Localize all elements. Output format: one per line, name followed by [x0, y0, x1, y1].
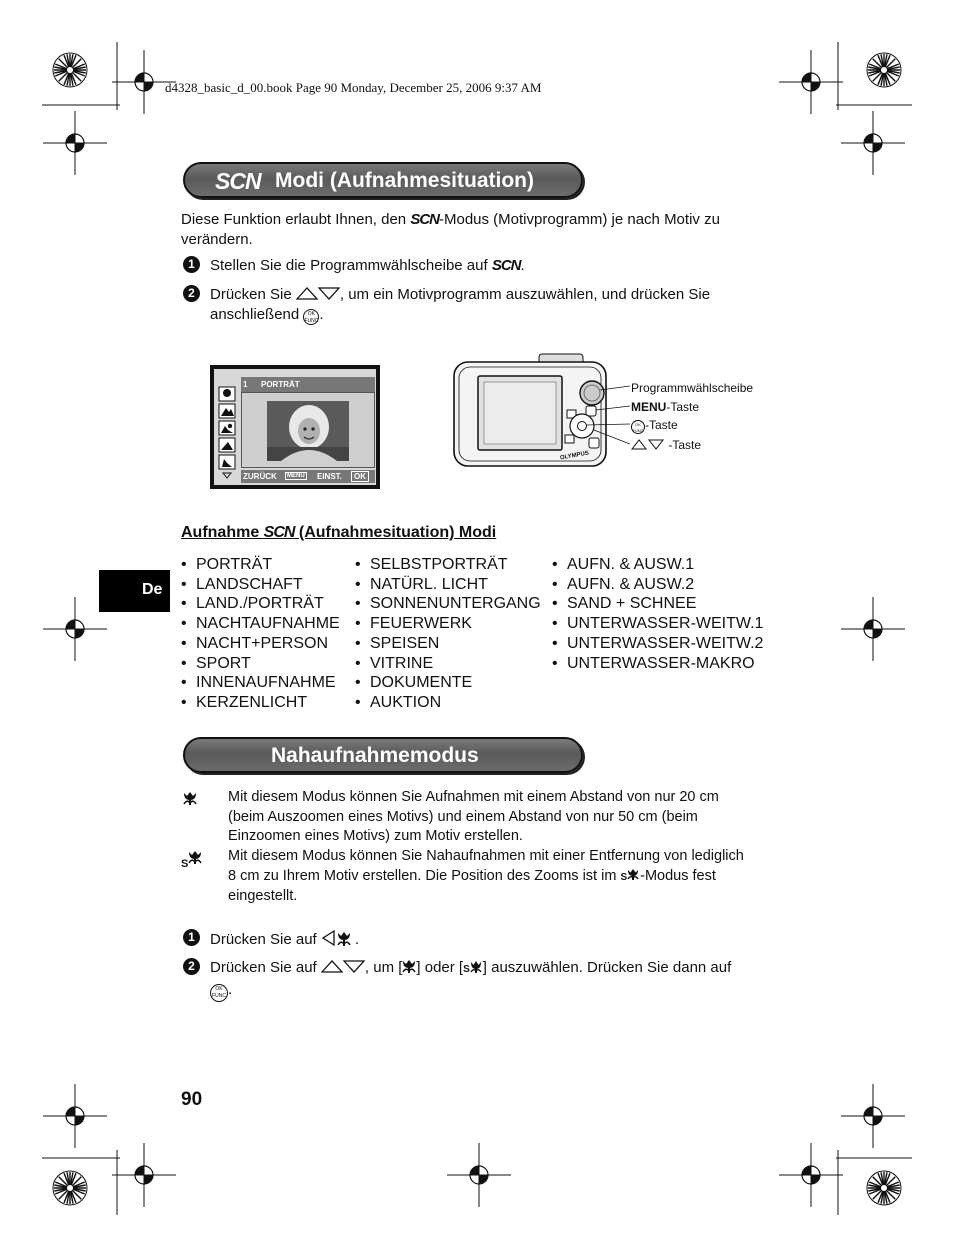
- ok-func-icon: OK FUNC: [304, 311, 319, 324]
- screen-mode-bar: 1 PORTRÄT: [241, 377, 375, 392]
- super-macro-inline-icon: S: [620, 871, 628, 883]
- super-macro-icon: S: [181, 849, 202, 870]
- list-item: • LANDSCHAFT: [181, 575, 340, 595]
- list-item: • UNTERWASSER-WEITW.1: [552, 614, 763, 634]
- scene-icon-column: [216, 385, 238, 471]
- macro-flower-icon: [402, 958, 416, 974]
- macro-flower-icon: [181, 789, 201, 807]
- scn-modes-subheading: Aufnahme SCN (Aufnahmesituation) Modi: [181, 524, 497, 541]
- mode-list-column-3: [552, 555, 763, 673]
- scn-inline-icon: SCN: [410, 211, 439, 228]
- left-arrow-macro-icon: [321, 929, 355, 947]
- super-macro-description: Mit diesem Modus können Sie Nahaufnahmen mit einer Entfernung von lediglich 8 cm zu Ihrem Motiv erstellen. Die Position des Zooms ist im S -Modus fest eingestellt.: [228, 848, 744, 904]
- scn-step-1: Stellen Sie die Programmwählscheibe auf SCN.: [210, 257, 525, 274]
- macro-section-title: Nahaufnahmemodus: [271, 744, 479, 767]
- macro-flower-icon: [627, 867, 640, 881]
- mode-list-column-2: [355, 555, 541, 713]
- list-item: • NACHT+PERSON: [181, 634, 340, 654]
- up-down-arrow-icon: [296, 286, 340, 300]
- language-tab: De: [99, 570, 170, 612]
- list-item: • PORTRÄT: [181, 555, 340, 575]
- up-down-arrow-icon: [321, 959, 365, 973]
- list-item: • NATÜRL. LICHT: [355, 575, 541, 595]
- macro-step-1: Drücken Sie auf .: [210, 931, 360, 948]
- super-macro-inline-icon: S: [463, 964, 470, 975]
- camera-brand: OLYMPUS: [559, 450, 590, 462]
- scn-section-title: Modi (Aufnahmesituation): [275, 169, 534, 192]
- mode-list-column-1: [181, 555, 340, 713]
- list-item: • UNTERWASSER-MAKRO: [552, 654, 763, 674]
- macro-step-1-number: 1: [183, 929, 200, 946]
- scn-inline-icon: SCN: [491, 257, 521, 274]
- list-item: • SELBSTPORTRÄT: [355, 555, 541, 575]
- macro-step-2: Drücken Sie auf , um [ ] oder [S ] auszuwählen. Drücken Sie dann auf OK FUNC .: [210, 958, 785, 1002]
- macro-step-2-number: 2: [183, 958, 200, 975]
- macro-flower-icon: [470, 959, 483, 974]
- list-item: • VITRINE: [355, 654, 541, 674]
- list-item: • SAND + SCHNEE: [552, 594, 763, 614]
- scn-intro: Diese Funktion erlaubt Ihnen, den SCN-Modus (Motivprogramm) je nach Motiv zu verändern.: [181, 211, 720, 248]
- list-item: • INNENAUFNAHME: [181, 673, 340, 693]
- lcd-screen-illustration: [210, 365, 380, 489]
- up-down-arrow-icon: [631, 438, 665, 450]
- portrait-photo-thumbnail: [267, 401, 349, 461]
- list-item: • SPORT: [181, 654, 340, 674]
- label-menu-key: MENU-Taste: [631, 400, 700, 414]
- screen-footer-bar: ZURÜCK MENU EINST. OK: [241, 470, 375, 483]
- label-arrow-keys: -Taste: [631, 438, 701, 452]
- macro-section-title-bar: [183, 737, 583, 773]
- print-header: d4328_basic_d_00.book Page 90 Monday, December 25, 2006 9:37 AM: [165, 80, 542, 95]
- list-item: • AUKTION: [355, 693, 541, 713]
- scn-inline-icon: SCN: [263, 524, 295, 541]
- list-item: • SONNENUNTERGANG: [355, 594, 541, 614]
- macro-description: Mit diesem Modus können Sie Aufnahmen mit einem Abstand von nur 20 cm (beim Auszoomen eines Motivs) und einem Abstand von nur 50 cm (beim Einzoomen eines Motivs) zum Motiv erstellen.: [228, 789, 719, 844]
- step-1-number: 1: [183, 256, 200, 273]
- list-item: • LAND./PORTRÄT: [181, 594, 340, 614]
- macro-flower-icon: [188, 849, 202, 865]
- list-item: • AUFN. & AUSW.1: [552, 555, 763, 575]
- list-item: • UNTERWASSER-WEITW.2: [552, 634, 763, 654]
- label-ok-key: OK FUNC-Taste: [632, 418, 678, 433]
- list-item: • FEUERWERK: [355, 614, 541, 634]
- label-mode-dial: Programmwählscheibe: [631, 381, 754, 395]
- ok-func-icon: OK FUNC: [210, 984, 228, 1002]
- list-item: • DOKUMENTE: [355, 673, 541, 693]
- scn-section-title-bar: [183, 162, 583, 198]
- ok-func-icon: OK FUNC: [632, 422, 644, 433]
- list-item: • AUFN. & AUSW.2: [552, 575, 763, 595]
- list-item: • NACHTAUFNAHME: [181, 614, 340, 634]
- list-item: • SPEISEN: [355, 634, 541, 654]
- scn-badge: SCN: [215, 168, 261, 194]
- list-item: • KERZENLICHT: [181, 693, 340, 713]
- scn-step-2: Drücken Sie , um ein Motivprogramm auszuwählen, und drücken Sie anschließend OK FUNC.: [210, 286, 711, 324]
- camera-back-illustration: [452, 352, 630, 470]
- page-number: 90: [181, 1089, 203, 1110]
- step-2-number: 2: [183, 285, 200, 302]
